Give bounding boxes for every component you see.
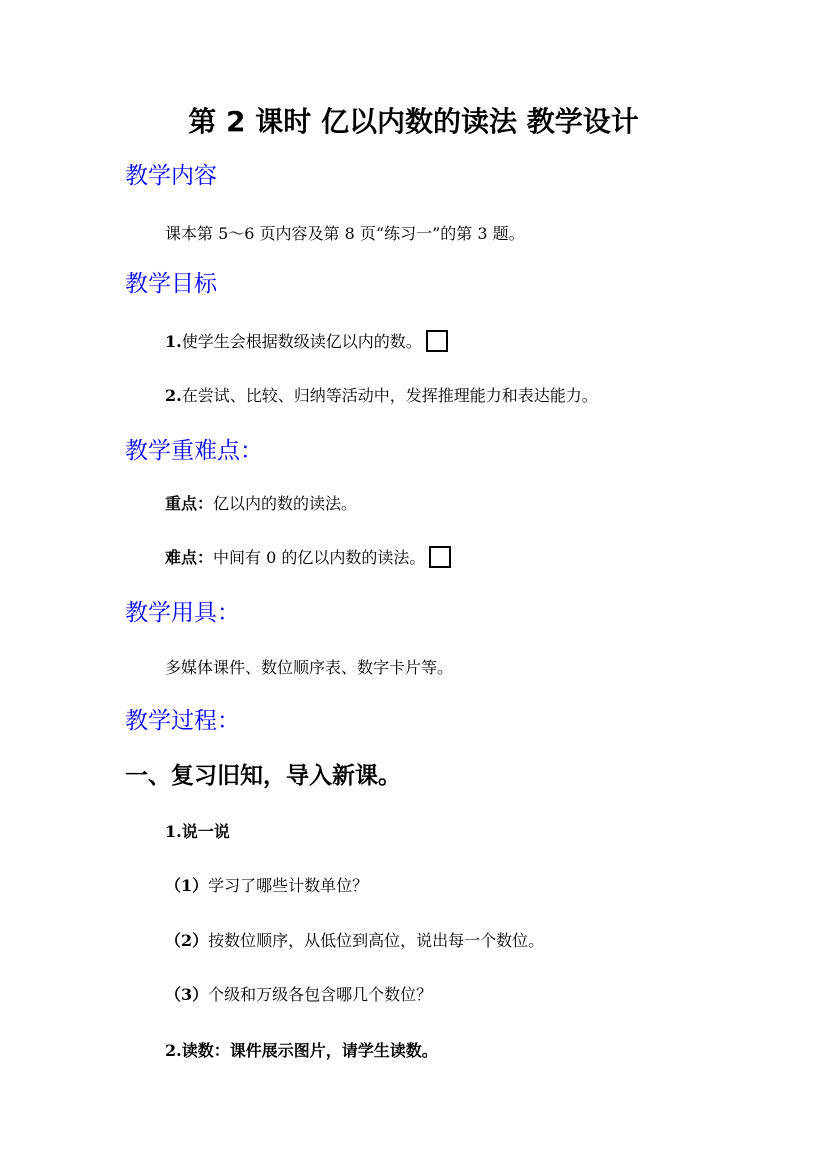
difficult-point xyxy=(165,546,451,570)
objective-item-1 xyxy=(165,330,448,354)
question-3 xyxy=(165,983,432,1007)
key-point-text: 亿以内的数的读法。 xyxy=(213,494,358,513)
teaching-tools-text: 多媒体课件、数位顺序表、数字卡片等。 xyxy=(165,658,454,677)
checkbox[interactable] xyxy=(426,330,448,352)
teaching-content-text: 课本第 5～6 页内容及第 8 页“练习一”的第 3 题。 xyxy=(165,224,525,243)
question-text: 按数位顺序，从低位到高位，说出每一个数位。 xyxy=(208,931,545,950)
question-number: （3） xyxy=(165,985,209,1004)
heading-teaching-process: 教学过程： xyxy=(125,708,240,734)
heading-teaching-tools: 教学用具： xyxy=(125,600,240,626)
question-2 xyxy=(165,929,544,953)
objective-number: 2. xyxy=(165,386,182,405)
document-title: 第 2 课时 亿以内数的读法 教学设计 xyxy=(188,105,639,138)
question-number: （1） xyxy=(165,876,209,895)
difficult-point-label: 难点： xyxy=(165,548,214,567)
objective-number: 1. xyxy=(165,332,182,351)
checkbox[interactable] xyxy=(429,546,451,568)
key-point-label: 重点： xyxy=(165,494,214,513)
heading-key-points: 教学重难点： xyxy=(125,438,263,464)
question-text: 个级和万级各包含哪几个数位？ xyxy=(208,985,433,1004)
key-point xyxy=(165,492,357,516)
objective-item-2 xyxy=(165,384,598,408)
part1-title: 一、复习旧知，导入新课。 xyxy=(125,762,401,789)
heading-teaching-objectives: 教学目标 xyxy=(125,271,217,297)
heading-teaching-content: 教学内容 xyxy=(125,163,217,189)
objective-text: 在尝试、比较、归纳等活动中，发挥推理能力和表达能力。 xyxy=(181,386,598,405)
question-1 xyxy=(165,874,368,898)
item2-title: 2.读数：课件展示图片，请学生读数。 xyxy=(165,1041,438,1060)
question-number: （2） xyxy=(165,931,209,950)
objective-text: 使学生会根据数级读亿以内的数。 xyxy=(181,332,422,351)
item1-title: 1.说一说 xyxy=(165,822,230,841)
question-text: 学习了哪些计数单位？ xyxy=(208,876,369,895)
difficult-point-text: 中间有 0 的亿以内数的读法。 xyxy=(213,548,426,567)
